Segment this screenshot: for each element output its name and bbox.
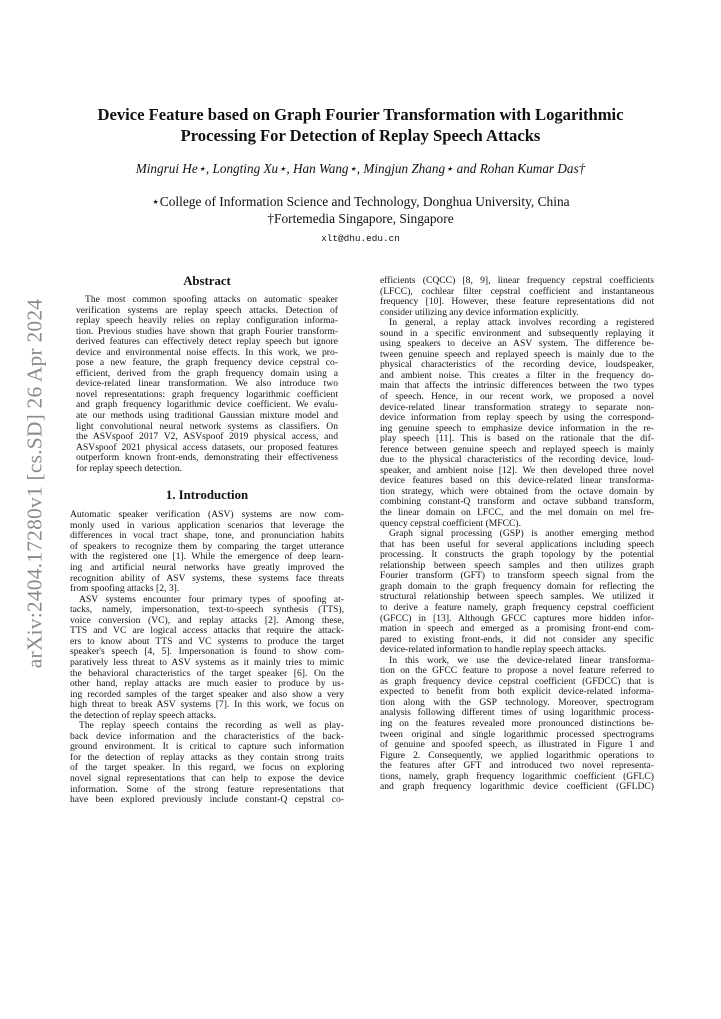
text-line: device features based on this device-related linear transforma- bbox=[380, 475, 654, 487]
introduction-heading: 1. Introduction bbox=[165, 488, 249, 503]
text-line: and graph frequency logarithmic device coefficient. We evalu- bbox=[76, 399, 338, 411]
text-line: of speech. Hence, in our recent work, we proposed a novel bbox=[380, 391, 654, 403]
text-line: pared to existing front-ends, it did not consider any specific bbox=[380, 633, 654, 645]
text-line: derived features can effectively detect replay speech but ignore bbox=[76, 336, 338, 348]
text-line: high threat to break ASV systems [7]. In this work, we focus on bbox=[70, 699, 344, 711]
text-line: analysis following different times of using logarithmic process- bbox=[380, 707, 654, 719]
text-line: The replay speech contains the recording as well as play- bbox=[79, 720, 344, 732]
text-line: TTS and VC are logical access attacks that require the attack- bbox=[70, 625, 344, 637]
text-line: tion on the GFCC feature to propose a novel feature referred to bbox=[380, 665, 654, 677]
text-line: as graph frequency device cepstral coefficient (GFDCC) that is bbox=[380, 675, 654, 687]
text-line: graph domain to the graph frequency domain for reflecting the bbox=[380, 580, 654, 592]
text-line: ers to know about TTS and VC systems to produce the target bbox=[70, 635, 344, 647]
text-line: device information from replay speech by using the correspond- bbox=[380, 412, 654, 424]
text-line: due to the physical characteristics of the recording device, loud- bbox=[380, 454, 654, 466]
intro-paragraph-3 bbox=[70, 721, 344, 805]
text-line: ground environment. It is critical to capture such information bbox=[70, 741, 344, 753]
text-line: ing on the features revealed more pronounced distinctions be- bbox=[380, 717, 654, 729]
arxiv-stamp-text: arXiv:2404.17280v1 [cs.SD] 26 Apr 2024 bbox=[22, 298, 47, 668]
text-line: the behavioral characteristics of the target speaker [6]. On the bbox=[70, 667, 344, 679]
text-line: the ASVspoof 2017 V2, ASVspoof 2019 physical access, and bbox=[76, 431, 338, 443]
text-line: speaker, and ambient noise [12]. We then developed three novel bbox=[380, 464, 654, 476]
text-line: tion strategy, which were obtained from the octave domain by bbox=[380, 485, 654, 497]
arxiv-stamp bbox=[6, 298, 64, 668]
text-line: tacks, namely, impersonation, text-to-speech synthesis (TTS), bbox=[70, 604, 344, 616]
text-line: consider utilizing any device information explicitly. bbox=[380, 306, 579, 318]
text-line: the features after GFT and introduced two novel representa- bbox=[380, 760, 654, 772]
text-line: paratively less threat to ASV systems as it mainly tries to mimic bbox=[70, 656, 344, 668]
abstract-heading: Abstract bbox=[183, 274, 231, 288]
intro-paragraph-2 bbox=[70, 595, 344, 722]
text-line: efficient, derived from the graph frequency domain using a bbox=[76, 367, 338, 379]
text-line: ate our methods using traditional Gaussian mixture model and bbox=[76, 410, 338, 422]
text-line: verification systems are replay speech attacks. Detection of bbox=[76, 304, 338, 316]
text-line: the linear domain on LFCC, and the mel domain on mel fre- bbox=[380, 507, 654, 519]
text-line: recognition ability of ASV systems, these systems face threats bbox=[70, 572, 344, 584]
text-line: with the registered one [1]. While the emergence of deep learn- bbox=[70, 551, 344, 563]
text-line: differences in vocal tract shape, tone, and pronunciation habits bbox=[70, 530, 344, 542]
text-line: have been explored previously include constant-Q cepstral co- bbox=[70, 794, 344, 806]
text-line: (LFCC), cochlear filter cepstral coefficient and instantaneous bbox=[380, 285, 654, 297]
text-line: Fourier transform (GFT) to transform speech signal from the bbox=[380, 570, 654, 582]
text-line: ing and artificial neural networks have greatly improved the bbox=[70, 562, 344, 574]
text-line: processing. It constructs the graph topology by the potential bbox=[380, 549, 654, 561]
text-line: speaker's speech [4, 5]. Impersonation is found to show com- bbox=[70, 646, 344, 658]
right-paragraph-3 bbox=[380, 529, 654, 656]
text-line: tween original and single logarithmic processed spectrograms bbox=[380, 728, 654, 740]
text-line: other hand, replay attacks are much easier to produce by us- bbox=[70, 678, 344, 690]
text-line: to derive a feature namely, graph frequency cepstral coefficient bbox=[380, 601, 654, 613]
text-line: device-related linear transformation strategy to separate non- bbox=[380, 401, 654, 413]
text-line: The most common spoofing attacks on automatic speaker bbox=[85, 294, 338, 305]
text-line: for the detection of replay attacks as they contain strong traits bbox=[70, 751, 344, 763]
affiliation-1: ⋆College of Information Science and Technology, Donghua University, China bbox=[151, 194, 570, 209]
text-line: for replay speech detection. bbox=[76, 462, 183, 474]
text-line: Graph signal processing (GSP) is another emerging method bbox=[389, 528, 654, 540]
text-line: relationship between speech samples and then utilizes graph bbox=[380, 559, 654, 571]
left-column bbox=[70, 274, 344, 806]
text-line: Automatic speaker verification (ASV) systems are now com- bbox=[70, 509, 344, 521]
text-line: ASVspoof 2021 physical access datasets, our proposed features bbox=[76, 441, 338, 453]
text-line: structural relationship between speech samples. We utilized it bbox=[380, 591, 654, 603]
text-line: using speakers to deceive an ASV system. The difference be- bbox=[380, 338, 654, 350]
right-paragraph-1 bbox=[380, 276, 654, 318]
text-line: expected to benefit from both explicit device-related informa- bbox=[380, 686, 654, 698]
text-line: the detection of replay speech attacks. bbox=[70, 709, 216, 721]
text-line: back device information and the characteristics of the back- bbox=[70, 730, 344, 742]
text-line: novel signal representations that can help to expose the device bbox=[70, 772, 344, 784]
text-line: of the target speaker. In this regard, we focus on exploring bbox=[70, 762, 344, 774]
paper-title bbox=[70, 104, 651, 146]
text-line: (GFCC) in [13]. Although GFCC captures more hidden infor- bbox=[380, 612, 654, 624]
text-line: of genuine and spoofed speech, as illustrated in Figure 1 and bbox=[380, 739, 654, 751]
text-line: of speakers to recognize them by comparing the target utterance bbox=[70, 540, 344, 552]
text-line: Figure 2. Consequently, we applied logarithmic operations to bbox=[380, 749, 654, 761]
text-line: device-related information to handle replay speech attacks. bbox=[380, 644, 607, 656]
text-line: combining constant-Q transform and octave subband transform, bbox=[380, 496, 654, 508]
text-line: voice conversion (VC), and replay attacks [2]. Among these, bbox=[70, 614, 344, 626]
text-line: efficients (CQCC) [8, 9], linear frequency cepstral coefficients bbox=[380, 275, 654, 286]
text-line: main that affects the intrinsic differences between the two types bbox=[380, 380, 654, 392]
text-line: tions, namely, graph frequency logarithmic coefficient (GFLC) bbox=[380, 770, 654, 782]
text-line: from spoofing attacks [2, 3]. bbox=[70, 583, 180, 595]
text-line: ference between genuine speech and replayed speech is mainly bbox=[380, 443, 654, 455]
text-line: device and environmental noise effects. In this work, we pro- bbox=[76, 346, 338, 358]
text-line: In general, a replay attack involves recording a registered bbox=[389, 317, 654, 329]
title-line: Device Feature based on Graph Fourier Transformation with Logarithmic bbox=[97, 105, 624, 124]
contact-email: xlt@dhu.edu.cn bbox=[321, 233, 400, 244]
text-line: physical characteristics of the recording device, loudspeaker, bbox=[380, 359, 654, 371]
text-line: mation in speech and emerged as a promising front-end com- bbox=[380, 623, 654, 635]
text-line: replay speech heavily relies on replay configuration informa- bbox=[76, 315, 338, 327]
text-line: tion. Previous studies have shown that graph Fourier transform- bbox=[76, 325, 338, 337]
text-line: play speech [11]. This is based on the rationale that the dif- bbox=[380, 433, 654, 445]
text-line: and ambient noise. This creates a filter in the frequency do- bbox=[380, 369, 654, 381]
text-line: sound in a specific environment and subsequently replaying it bbox=[380, 327, 654, 339]
author-list: Mingrui He⋆, Longting Xu⋆, Han Wang⋆, Mingjun Zhang⋆ and Rohan Kumar Das† bbox=[135, 161, 586, 176]
text-line: that has been useful for several applications including speech bbox=[380, 538, 654, 550]
text-line: tion along with the GSP technology. Moreover, spectrogram bbox=[380, 696, 654, 708]
text-line: ing recorded samples of the target speaker and also show a very bbox=[70, 688, 344, 700]
text-line: light convolutional neural network systems as classifiers. On bbox=[76, 420, 338, 432]
text-line: device-related linear transformation. We also introduce two bbox=[76, 378, 338, 390]
right-paragraph-2 bbox=[380, 318, 654, 529]
text-line: pose a new feature, the graph frequency device cepstral co- bbox=[76, 357, 338, 369]
text-line: quency cepstral coefficient (MFCC). bbox=[380, 517, 522, 529]
title-line: Processing For Detection of Replay Speech Attacks bbox=[180, 126, 541, 145]
abstract-body bbox=[70, 295, 344, 474]
right-paragraph-4 bbox=[380, 656, 654, 793]
text-line: outperform known front-ends, demonstrating their effectiveness bbox=[76, 452, 338, 464]
text-line: and graph frequency logarithmic device coefficient (GFLDC) bbox=[380, 781, 654, 793]
text-line: information. Some of the strong feature representations that bbox=[70, 783, 344, 795]
text-line: In this work, we use the device-related linear transforma- bbox=[389, 654, 654, 666]
text-line: ing genuine speech to emphasize device information in the re- bbox=[380, 422, 654, 434]
text-line: monly used in various application scenarios that leverage the bbox=[70, 519, 344, 531]
text-line: novel representations: graph frequency logarithmic coefficient bbox=[76, 388, 338, 400]
text-line: ASV systems encounter four primary types of spoofing at- bbox=[79, 593, 344, 605]
right-column bbox=[380, 276, 654, 793]
text-line: tween genuine speech and replayed speech is mainly due to the bbox=[380, 348, 654, 360]
intro-paragraph-1 bbox=[70, 510, 344, 594]
text-line: frequency [10]. However, these feature representations did not bbox=[380, 296, 654, 308]
affiliation-2: †Fortemedia Singapore, Singapore bbox=[267, 211, 454, 226]
